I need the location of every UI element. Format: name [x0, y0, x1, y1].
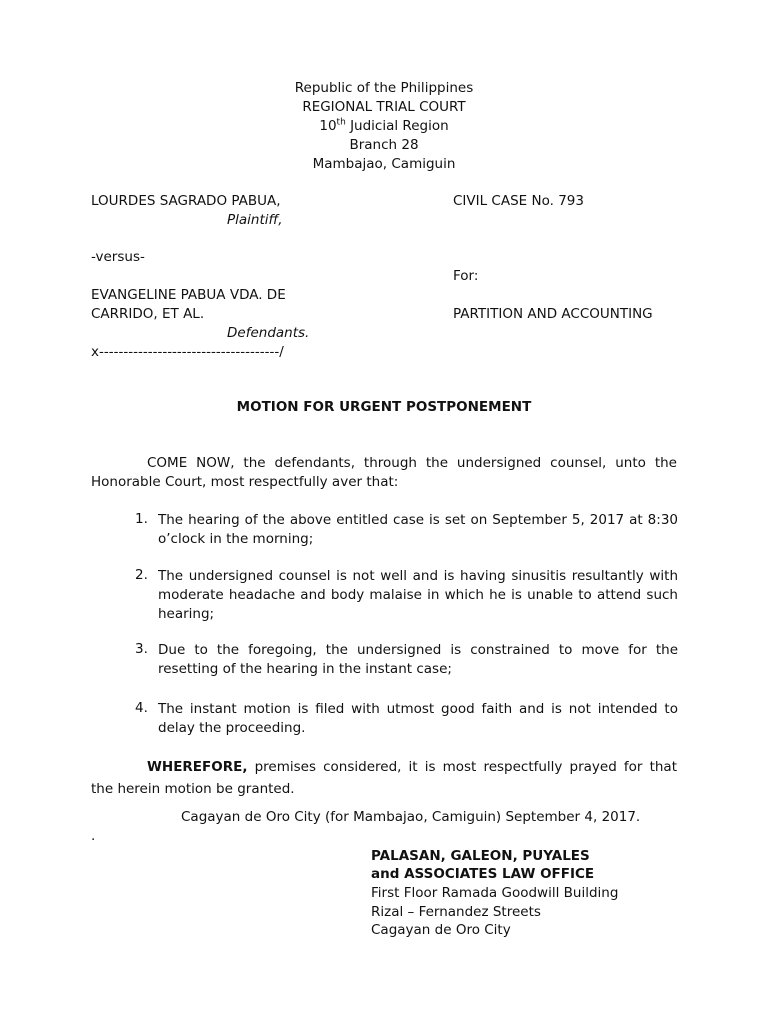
- prayer-body: premises considered, it is most respectfully prayed for that the herein motion be granted.: [91, 759, 677, 797]
- firm-address-city: Cagayan de Oro City: [371, 922, 511, 938]
- law-firm-name-line-2: and ASSOCIATES LAW OFFICE: [371, 866, 595, 882]
- court-header-rtc: REGIONAL TRIAL COURT: [302, 99, 466, 115]
- stray-period: .: [91, 828, 96, 844]
- prayer-lead: WHEREFORE,: [147, 759, 248, 775]
- region-label: Judicial Region: [345, 118, 449, 134]
- plaintiff-name: LOURDES SAGRADO PABUA,: [91, 193, 281, 209]
- region-number: 10: [319, 118, 337, 134]
- item-4-text: The instant motion is filed with utmost good faith and is not intended to delay the proceeding.: [158, 701, 678, 736]
- intro-paragraph: COME NOW, the defendants, through the undersigned counsel, unto the Honorable Court, most respectfully aver that:: [91, 455, 677, 490]
- dateline: Cagayan de Oro City (for Mambajao, Camiguin) September 4, 2017.: [181, 809, 641, 825]
- law-firm-name-line-1: PALASAN, GALEON, PUYALES: [371, 848, 590, 864]
- for-label: For:: [453, 268, 479, 284]
- versus-label: -versus-: [91, 249, 145, 265]
- court-header-location: Mambajao, Camiguin: [312, 156, 456, 172]
- court-header-branch: Branch 28: [349, 137, 419, 153]
- item-3-number: 3.: [135, 641, 148, 657]
- item-3-text: Due to the foregoing, the undersigned is constrained to move for the resetting of the hearing in the instant case;: [158, 642, 678, 677]
- defendant-name-line-2: CARRIDO, ET AL.: [91, 306, 205, 322]
- region-ordinal-suffix: th: [336, 117, 346, 128]
- item-2-number: 2.: [135, 567, 148, 583]
- case-nature: PARTITION AND ACCOUNTING: [453, 306, 653, 322]
- item-1-number: 1.: [135, 511, 148, 527]
- motion-title: MOTION FOR URGENT POSTPONEMENT: [236, 399, 532, 415]
- firm-address-building: First Floor Ramada Goodwill Building: [371, 885, 619, 901]
- court-header-republic: Republic of the Philippines: [294, 80, 474, 96]
- item-2-text: The undersigned counsel is not well and is having sinusitis resultantly with moderate headache and body malaise in which he is unable to attend such hearing;: [158, 568, 678, 622]
- plaintiff-role: Plaintiff,: [227, 212, 283, 228]
- defendant-role: Defendants.: [227, 325, 310, 341]
- firm-address-streets: Rizal – Fernandez Streets: [371, 904, 541, 920]
- item-1-text: The hearing of the above entitled case is set on September 5, 2017 at 8:30 o’clock in the morning;: [158, 512, 678, 547]
- item-4-number: 4.: [135, 700, 148, 716]
- civil-case-number: CIVIL CASE No. 793: [453, 193, 584, 209]
- prayer-paragraph: [91, 756, 677, 800]
- defendant-name-line-1: EVANGELINE PABUA VDA. DE: [91, 287, 286, 303]
- court-header-region: [0, 118, 768, 134]
- caption-separator: x-------------------------------------/: [91, 344, 284, 360]
